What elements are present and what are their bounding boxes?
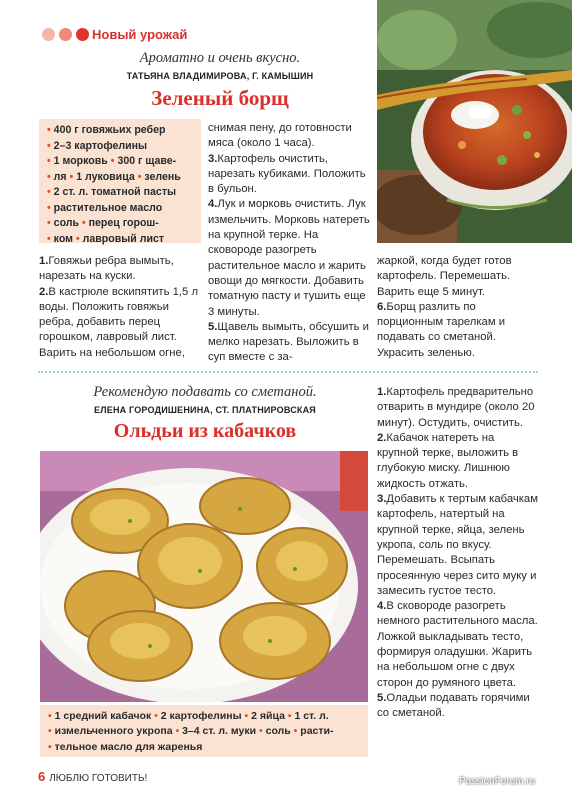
ingredient-item: 1 ст. л. — [294, 710, 329, 722]
bullet: • — [47, 155, 51, 167]
bullet: • — [137, 170, 142, 183]
bullet: • — [154, 710, 158, 722]
step-number: 4. — [208, 198, 218, 211]
step-paragraph — [208, 152, 371, 198]
step-paragraph — [208, 320, 371, 366]
bullet: • — [48, 740, 52, 753]
ingredient-line — [47, 139, 195, 155]
bullet: • — [47, 201, 51, 214]
bullet: • — [259, 725, 263, 738]
borscht-photo — [377, 0, 572, 243]
ingredient-line — [48, 740, 362, 755]
step-text: Добавить к тертым кабачкам картофель, натертый на крупной терке, яйца, зелень укропа, соль по вкусу. Перемешать. Всыпать просеянную через сито муку и замесить густое тесто. — [377, 493, 538, 597]
ingredient-item: ля — [53, 170, 67, 183]
ingredient-line — [47, 185, 195, 201]
step-paragraph — [377, 254, 539, 300]
ingredient-item: 2 картофелины — [160, 710, 242, 722]
step-text: Говяжьи ребра вымыть, нарезать на куски. — [39, 255, 174, 283]
dot-2 — [59, 28, 72, 41]
ingredient-line — [48, 709, 362, 724]
ingredient-item: лавровый лист — [82, 232, 165, 245]
step-paragraph — [39, 254, 202, 285]
step-text: Оладьи подавать горячими со сметаной. — [377, 691, 530, 720]
recipe1-ingredients — [39, 119, 201, 243]
ingredient-item: тельное масло для жаренья — [54, 740, 203, 753]
recipe1-steps-col2 — [208, 121, 371, 366]
dot-3 — [76, 28, 89, 41]
step-paragraph — [377, 691, 539, 722]
bullet: • — [47, 139, 51, 152]
ingredient-item: 400 г говяжьих ребер — [53, 124, 166, 136]
recipe1-tagline: Ароматно и очень вкусно. — [139, 50, 301, 66]
ingredient-line — [47, 232, 195, 248]
recipe2-author: ЕЛЕНА ГОРОДИШЕНИНА, СТ. ПЛАТНИРОВСКАЯ — [94, 405, 316, 415]
step-number: 3. — [208, 152, 218, 165]
step-paragraph — [377, 431, 539, 492]
step-number: 2. — [377, 431, 387, 444]
bullet: • — [47, 217, 51, 229]
bullet: • — [293, 725, 298, 738]
recipe2-title: Ольдьи из кабачков — [113, 420, 297, 442]
bullet: • — [110, 155, 115, 167]
bullet: • — [47, 170, 51, 183]
step-number: 5. — [208, 320, 218, 333]
ingredient-item: измельченного укропа — [54, 725, 173, 738]
recipe1-steps-col1 — [39, 254, 202, 361]
section-dots — [42, 28, 89, 41]
bullet: • — [48, 710, 52, 722]
ingredient-item: 2–3 картофелины — [53, 139, 148, 152]
recipe1-author: ТАТЬЯНА ВЛАДИМИРОВА, Г. КАМЫШИН — [126, 71, 314, 81]
ingredient-item: 1 средний кабачок — [54, 710, 152, 722]
section-title: Новый урожай — [92, 27, 188, 42]
step-paragraph — [377, 599, 539, 691]
bullet: • — [48, 725, 52, 738]
ingredient-item: 2 яйца — [251, 710, 285, 722]
step-number: 2. — [39, 285, 49, 298]
ingredient-item: 2 ст. л. томатной пасты — [53, 186, 177, 198]
bullet: • — [47, 186, 51, 198]
step-text: В кастрюле вскипятить 1,5 л воды. Положить говяжьи ребра, добавить перец горошком, лавровый лист. Варить на небольшом огне, — [39, 285, 199, 359]
ingredient-item: 3–4 ст. л. муки — [182, 725, 257, 738]
ingredient-item: 1 морковь — [53, 155, 108, 167]
step-text: Лук и морковь очистить. Лук измельчить. Морковь натереть на крупной терке. На сковороде разогреть растительное масло и жарить овощи до мягкости. Добавить томатную пасту и тушить еще 3 минуты. — [208, 198, 370, 318]
ingredient-item: перец горош- — [88, 217, 159, 229]
ingredient-line — [47, 154, 195, 170]
recipe2-ingredient-list — [48, 709, 362, 755]
step-paragraph — [377, 385, 539, 431]
step-text: Борщ разлить по порционным тарелкам и подавать со сметаной. Украсить зеленью. — [377, 300, 506, 359]
step-number: 1. — [377, 386, 387, 398]
ingredient-item: 300 г щаве- — [117, 155, 177, 167]
recipe1-title: Зеленый борщ — [151, 86, 289, 110]
step-number: 1. — [39, 255, 49, 267]
ingredient-item: соль — [265, 725, 291, 738]
ingredient-item: растительное масло — [53, 201, 163, 214]
ingredient-line — [48, 724, 362, 739]
step-text: жаркой, когда будет готов картофель. Перемешать. Варить еще 5 минут. — [377, 255, 512, 298]
step-text: снимая пену, до готовности мяса (около 1 часа). — [208, 122, 352, 150]
step-text: В сковороде разогреть немного растительного масла. Ложкой выкладывать тесто, формируя оладушки. Жарить на небольшом огне с двух сторон до румяного цвета. — [377, 600, 538, 689]
recipe2-steps — [377, 385, 539, 722]
step-text: Картофель предварительно отварить в мундире (около 20 минут). Остудить, очистить. — [377, 386, 535, 429]
bullet: • — [69, 170, 74, 183]
step-number: 3. — [377, 493, 387, 506]
fritters-photo — [40, 451, 368, 702]
recipe2-tagline: Рекомендую подавать со сметаной. — [93, 384, 317, 400]
bullet: • — [47, 232, 51, 245]
ingredient-item: расти- — [300, 725, 334, 738]
page-number: 6 — [38, 769, 46, 784]
recipe1-ingredient-list — [47, 123, 195, 247]
step-paragraph — [39, 285, 202, 361]
dot-1 — [42, 28, 55, 41]
step-number: 4. — [377, 600, 387, 613]
step-number: 5. — [377, 691, 387, 704]
watermark: PassionForum.ru — [459, 776, 536, 787]
step-paragraph — [377, 492, 539, 599]
ingredient-item: соль — [53, 217, 80, 229]
ingredient-item: ком — [53, 232, 74, 245]
ingredient-line — [47, 201, 195, 217]
recipe2-ingredients — [40, 705, 368, 757]
step-paragraph — [208, 197, 371, 319]
step-paragraph — [377, 300, 539, 361]
bullet: • — [175, 725, 180, 738]
ingredient-item: 1 луковица — [76, 170, 135, 183]
step-number: 6. — [377, 300, 387, 313]
step-text: Картофель очистить, нарезать кубиками. Положить в бульон. — [208, 152, 366, 196]
page-footer — [38, 769, 147, 784]
bullet: • — [81, 217, 86, 229]
ingredient-line — [47, 216, 195, 232]
step-paragraph — [208, 121, 371, 152]
bullet: • — [244, 710, 249, 722]
recipe1-steps-col3 — [377, 254, 539, 361]
section-divider — [38, 371, 538, 373]
ingredient-line — [47, 170, 195, 186]
step-text: Щавель вымыть, обсушить и мелко нарезать. Выложить в суп вместе с за- — [208, 320, 369, 364]
ingredient-item: зелень — [144, 170, 181, 183]
magazine-name: ЛЮБЛЮ ГОТОВИТЬ! — [49, 773, 148, 784]
bullet: • — [75, 232, 80, 245]
bullet: • — [47, 124, 51, 136]
ingredient-line — [47, 123, 195, 139]
bullet: • — [287, 710, 292, 722]
step-text: Кабачок натереть на крупной терке, выложить в глубокую миску. Лишнюю жидкость отжать. — [377, 431, 519, 490]
